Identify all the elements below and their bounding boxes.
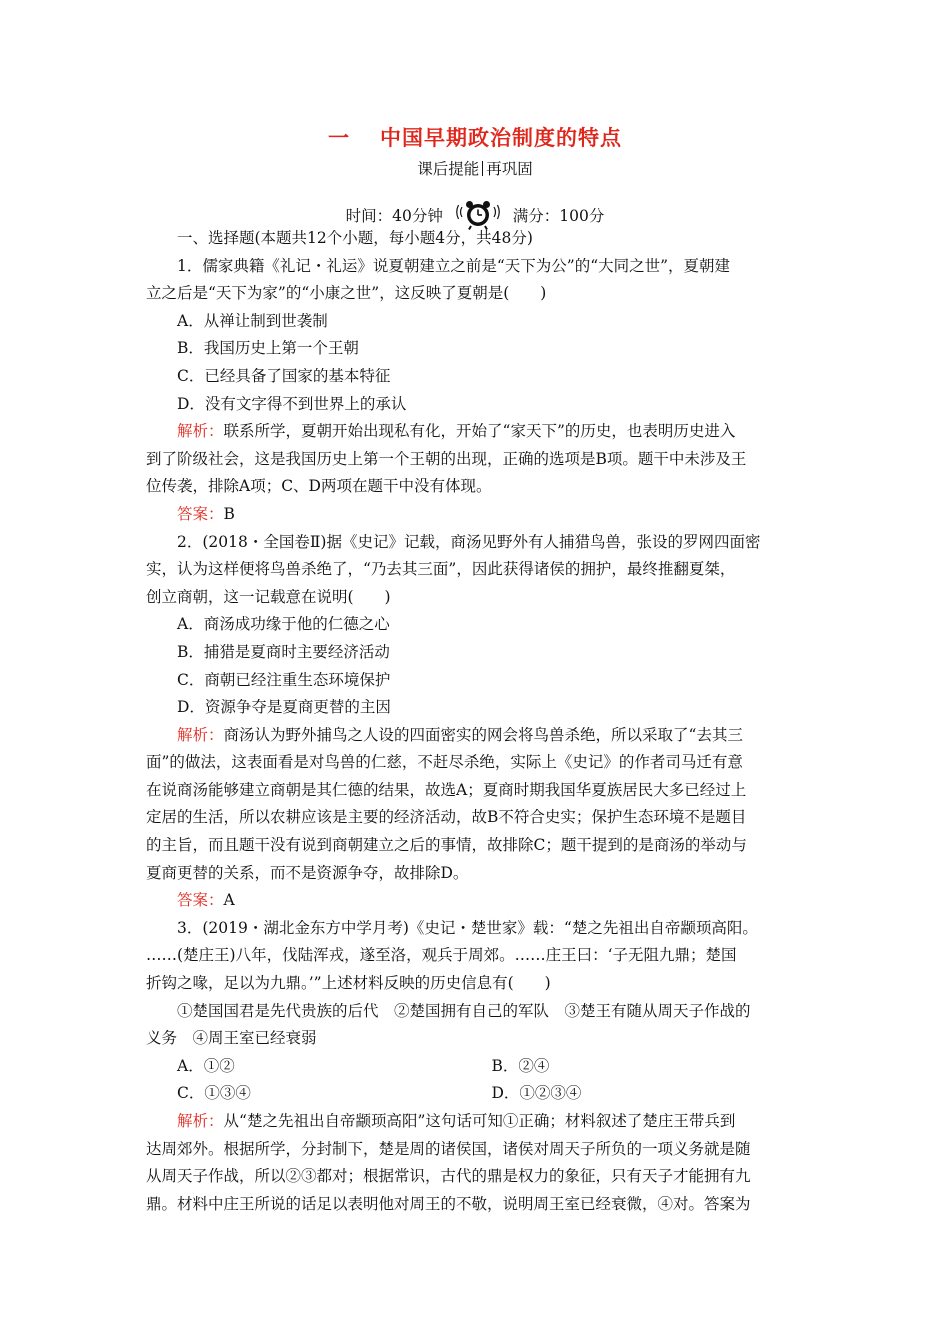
title-number: 一 bbox=[328, 125, 350, 150]
q1-option-c: C．已经具备了国家的基本特征 bbox=[177, 366, 391, 385]
q2-option-c: C．商朝已经注重生态环境保护 bbox=[177, 670, 391, 689]
q3-statement-line: 义务 ④周王室已经衰弱 bbox=[146, 1029, 317, 1048]
q3-analysis-text: 从“楚之先祖出自帝颛顼高阳”这句话可知①正确；材料叙述了楚庄王带兵到 bbox=[223, 1112, 736, 1130]
q2-answer-label: 答案： bbox=[177, 891, 224, 910]
q3-statement-line: ①楚国国君是先代贵族的后代 ②楚国拥有自己的军队 ③楚王有随从周天子作战的 bbox=[177, 1001, 751, 1020]
q3-stem-line: 3．(2019・湖北金东方中学月考)《史记・楚世家》载：“楚之先祖出自帝颛顼高阳。 bbox=[177, 918, 758, 937]
q1-analysis-label: 解析： bbox=[177, 422, 224, 441]
q3-option-c: C．①③④ bbox=[177, 1084, 251, 1103]
q3-stem-line: 折钩之喙，足以为九鼎。’”上述材料反映的历史信息有( ) bbox=[146, 974, 551, 993]
q2-answer bbox=[146, 887, 806, 915]
subtitle-left: 课后提能 bbox=[417, 160, 480, 178]
q2-analysis-line: 面”的做法，这表面看是对鸟兽的仁慈，不赶尽杀绝，实际上《史记》的作者司马迁有意 bbox=[146, 753, 743, 772]
q2-stem-line: 2．(2018・全国卷Ⅱ)据《史记》记载，商汤见野外有人捕猎鸟兽，张设的罗网四面密 bbox=[177, 532, 761, 551]
subtitle bbox=[0, 157, 950, 179]
time-label: 时间：40分钟 bbox=[345, 207, 443, 225]
q2-analysis-line: 夏商更替的关系，而不是资源争夺，故排除D。 bbox=[146, 863, 469, 882]
q1-option-a: A．从禅让制到世袭制 bbox=[177, 311, 328, 330]
q3-analysis-line: 鼎。材料中庄王所说的话足以表明他对周王的不敬，说明周王室已经衰微，④对。答案为 bbox=[146, 1194, 751, 1213]
q2-option-d: D．资源争夺是夏商更替的主因 bbox=[177, 698, 391, 717]
q1-analysis-line: 到了阶级社会，这是我国历史上第一个王朝的出现，正确的选项是B项。题干中未涉及王 bbox=[146, 449, 747, 468]
page-title bbox=[0, 122, 950, 152]
q2-analysis-label: 解析： bbox=[177, 725, 224, 744]
q2-analysis-line: 在说商汤能够建立商朝是其仁德的结果，故选A；夏商时期我国华夏族居民大多已经过上 bbox=[146, 780, 747, 799]
q1-stem-line: 立之后是“天下为家”的“小康之世”，这反映了夏朝是( ) bbox=[146, 284, 547, 303]
q1-answer-label: 答案： bbox=[177, 504, 224, 523]
subtitle-divider bbox=[482, 161, 483, 176]
q1-option-b: B．我国历史上第一个王朝 bbox=[177, 339, 359, 358]
q1-analysis-line: 位传袭，排除A项；C、D两项在题干中没有体现。 bbox=[146, 477, 492, 496]
q3-options-row bbox=[146, 1053, 806, 1081]
q2-option-b: B．捕猎是夏商时主要经济活动 bbox=[177, 642, 390, 661]
q3-option-b: B．②④ bbox=[491, 1056, 550, 1075]
q2-option-a: A．商汤成功缘于他的仁德之心 bbox=[177, 615, 390, 634]
q1-analysis-text: 联系所学，夏朝开始出现私有化，开始了“家天下”的历史，也表明历史进入 bbox=[223, 422, 736, 441]
q2-stem-line: 实，认为这样便将鸟兽杀绝了，“乃去其三面”，因此获得诸侯的拥护，最终推翻夏桀， bbox=[146, 560, 736, 579]
q1-analysis-line bbox=[146, 418, 806, 446]
q3-analysis-line: 达周郊外。根据所学，分封制下，楚是周的诸侯国，诸侯对周天子所负的一项义务就是随 bbox=[146, 1139, 751, 1158]
section-heading: 一、选择题(本题共12个小题，每小题4分，共48分) bbox=[177, 229, 533, 247]
q2-analysis-line: 定居的生活，所以农耕应该是主要的经济活动，故B不符合史实；保护生态环境不是题目 bbox=[146, 808, 747, 827]
q1-stem-line: 1．儒家典籍《礼记・礼运》说夏朝建立之前是“天下为公”的“大同之世”，夏朝建 bbox=[177, 256, 731, 275]
q3-analysis-label: 解析： bbox=[177, 1112, 224, 1130]
score-label: 满分：100分 bbox=[512, 207, 605, 225]
q1-answer-value: B bbox=[223, 504, 235, 523]
title-text: 中国早期政治制度的特点 bbox=[380, 125, 622, 150]
q3-stem-line: ……(楚庄王)八年，伐陆浑戎，遂至洛，观兵于周郊。……庄王曰：‘子无阻九鼎；楚国 bbox=[146, 946, 737, 965]
q1-option-d: D．没有文字得不到世界上的承认 bbox=[177, 394, 407, 413]
subtitle-right: 再巩固 bbox=[486, 160, 533, 178]
q2-answer-value: A bbox=[223, 891, 235, 910]
q3-option-a: A．①② bbox=[177, 1056, 235, 1075]
q2-analysis-line: 的主旨，而且题干没有说到商朝建立之后的事情，故排除C；题干提到的是商汤的举动与 bbox=[146, 836, 747, 855]
q2-stem-line: 创立商朝，这一记载意在说明( ) bbox=[146, 587, 391, 606]
q3-options-row bbox=[146, 1080, 806, 1108]
q3-option-d: D．①②③④ bbox=[491, 1084, 582, 1103]
q2-analysis-line bbox=[146, 722, 806, 750]
q1-answer bbox=[146, 501, 806, 529]
question-content bbox=[146, 225, 806, 1218]
q3-analysis-line: 从周天子作战，所以②③都对；根据常识，古代的鼎是权力的象征，只有天子才能拥有九 bbox=[146, 1167, 751, 1186]
q2-analysis-text: 商汤认为野外捕鸟之人设的四面密实的网会将鸟兽杀绝，所以采取了“去其三 bbox=[223, 725, 743, 744]
q3-analysis-line bbox=[146, 1108, 806, 1136]
